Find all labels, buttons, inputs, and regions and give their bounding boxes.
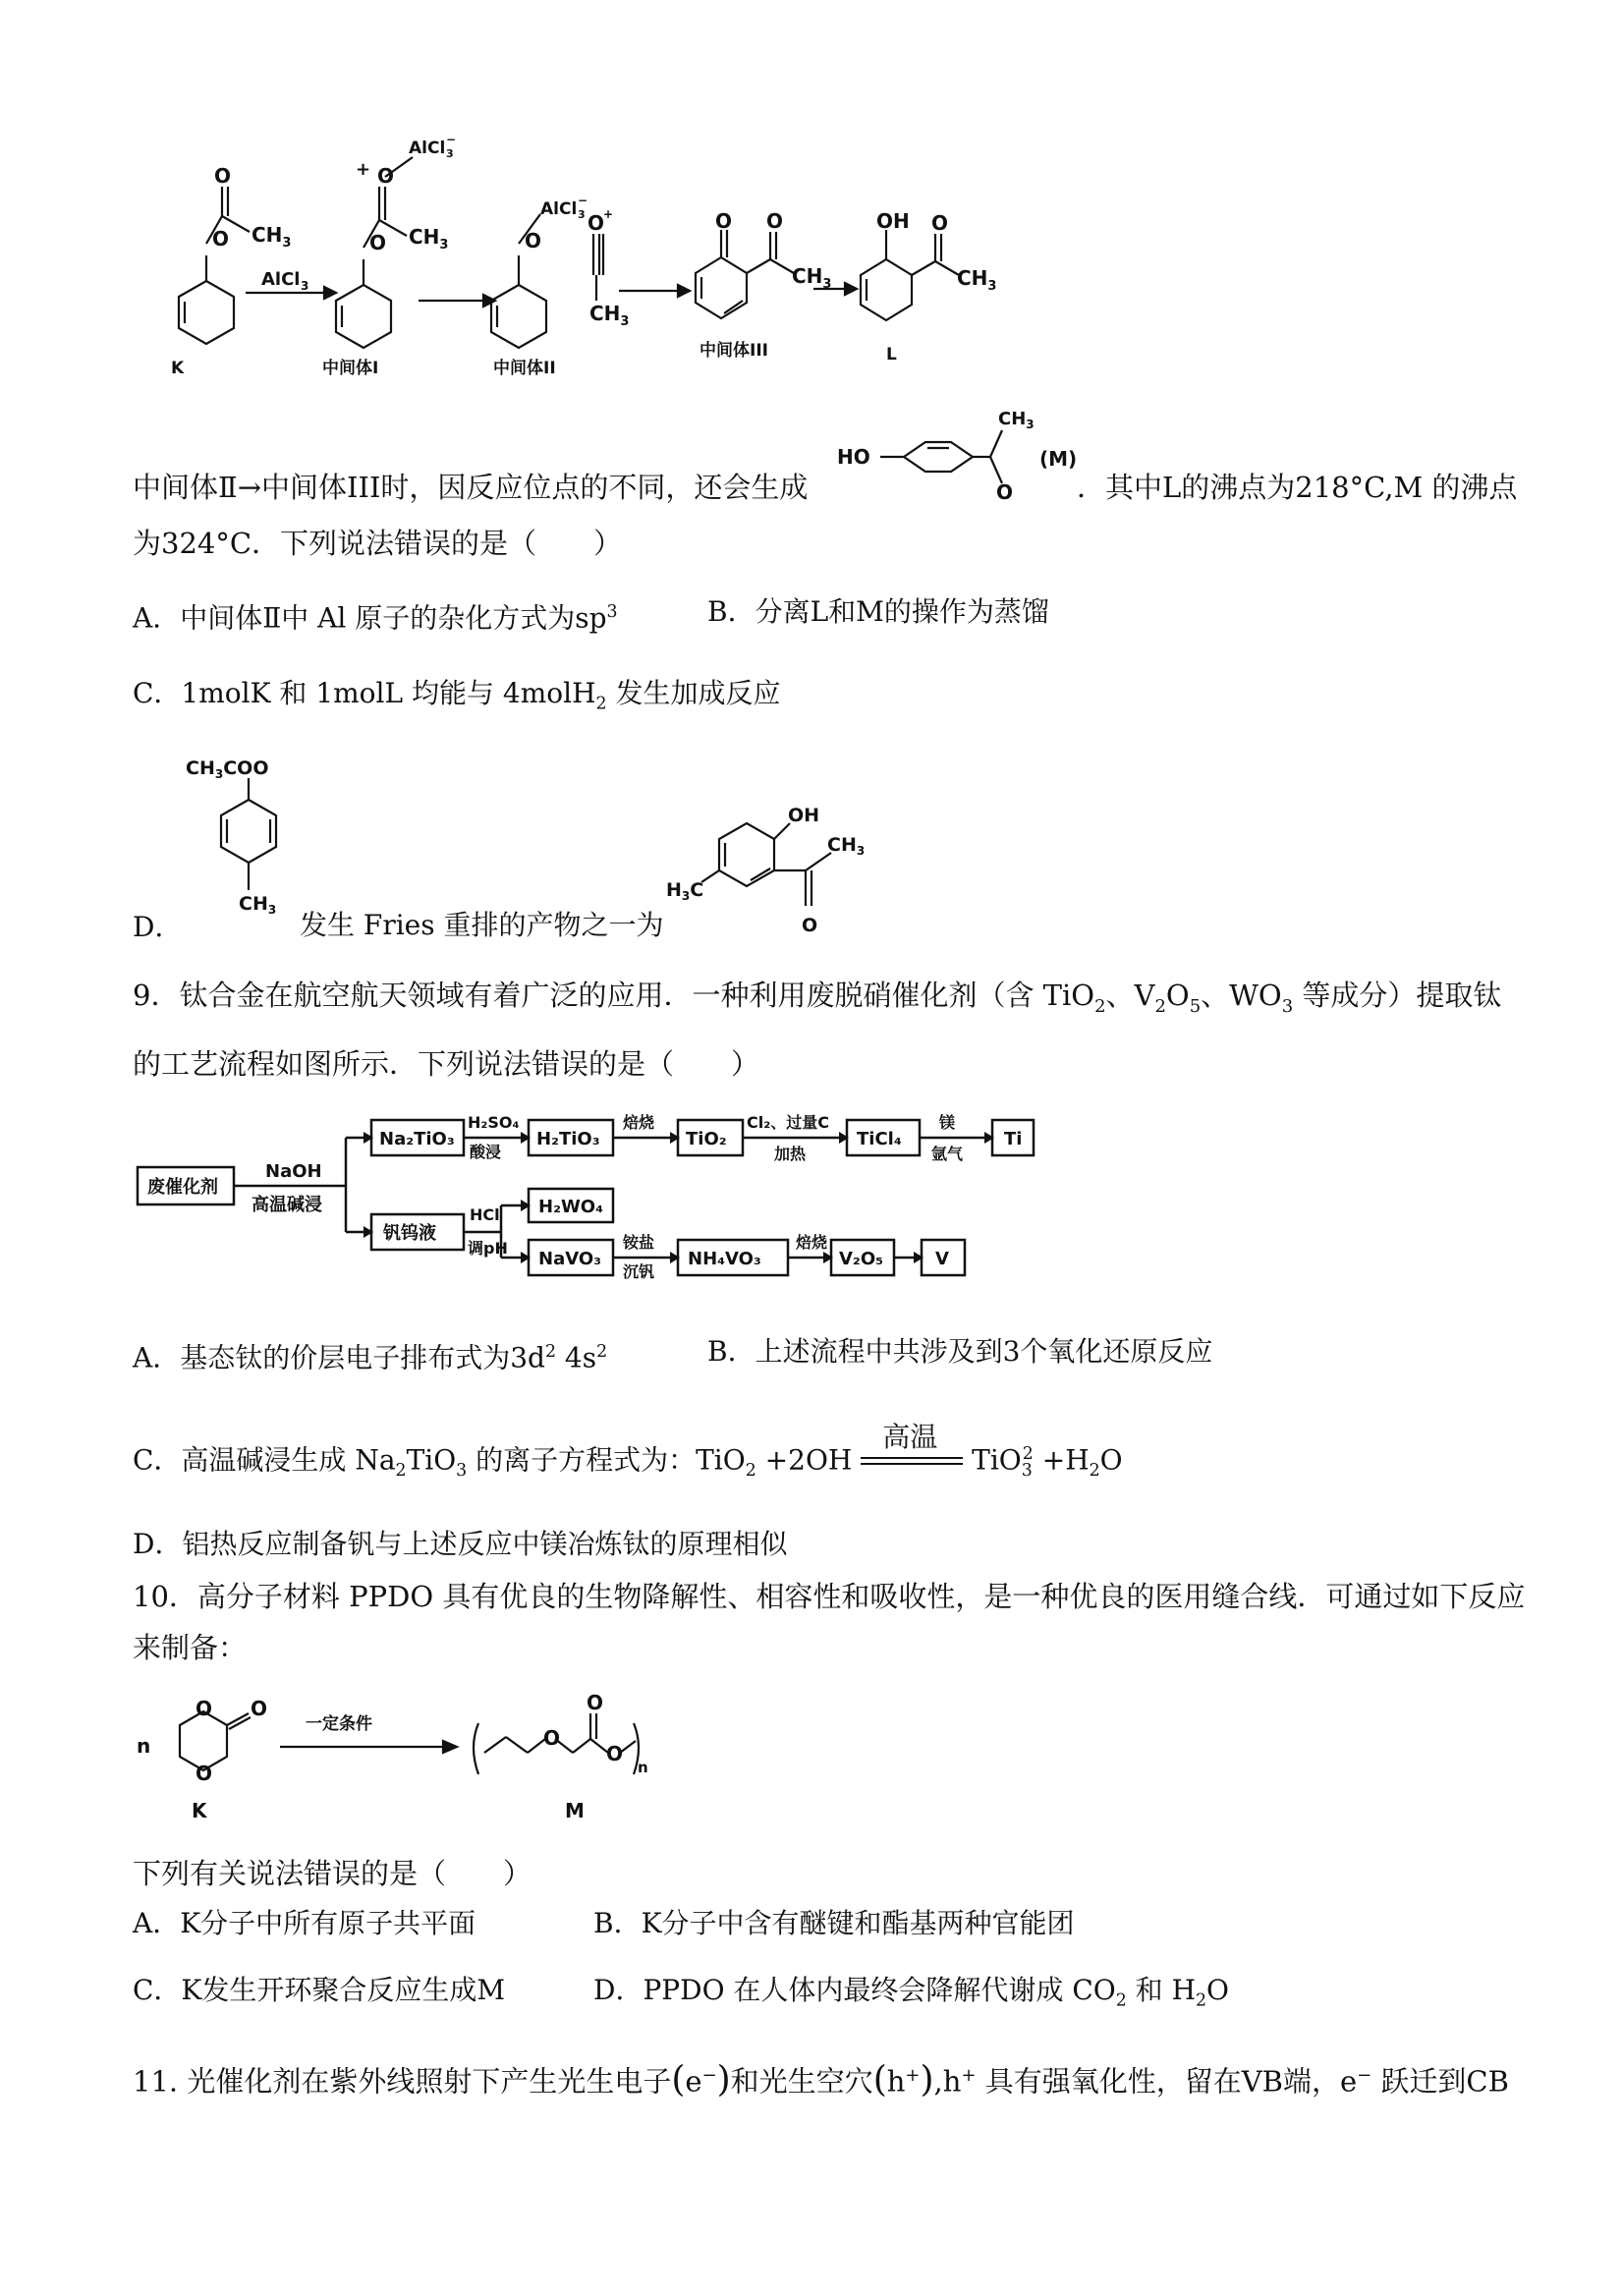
flow-na2tio3: Na₂TiO₃ [379,1129,455,1149]
benzene-ring-k [179,281,234,344]
svg-text:O: O [715,209,733,233]
svg-text:高温碱浸: 高温碱浸 [252,1195,322,1215]
svg-text:+: + [356,159,371,180]
svg-text:O: O [196,1762,213,1785]
q8-stem-line2: 为324°C．下列说法错误的是（ ） [133,527,623,560]
svg-text:O: O [766,209,784,233]
label-int3: 中间体III [700,341,768,361]
svg-text:酸浸: 酸浸 [470,1143,502,1161]
q8-option-b: B．分离L和M的操作为蒸馏 [707,595,1049,628]
titanium-process-flowchart [136,1110,1039,1297]
svg-text:OH: OH [876,209,910,233]
flow-v2o5: V₂O₅ [839,1249,883,1269]
svg-text:O: O [251,1697,268,1720]
benzene-ring-int1 [336,285,391,348]
q9-option-d: D．铝热反应制备钒与上述反应中镁冶炼钛的原理相似 [133,1528,788,1560]
option-d-product-structure [666,794,882,941]
svg-text:3: 3 [301,279,309,293]
svg-text:HCl: HCl [470,1205,500,1224]
svg-text:铵盐: 铵盐 [623,1233,655,1252]
label-int1: 中间体I [322,359,379,378]
svg-text:一定条件: 一定条件 [306,1714,372,1734]
benzene-ring-l [861,259,912,320]
svg-text:O: O [931,211,949,235]
label-int2: 中间体II [493,359,556,378]
svg-text:O: O [606,1742,624,1765]
svg-text:沉钒: 沉钒 [623,1262,655,1281]
svg-text:镁: 镁 [939,1113,956,1132]
q10-ask: 下列有关说法错误的是（ ） [133,1857,532,1890]
svg-text:CH3: $CH_3$ [589,302,630,329]
svg-text:NaOH: NaOH [265,1161,322,1182]
svg-text:(M): (M) [1039,447,1078,471]
flow-start: 废催化剂 [147,1177,218,1198]
svg-text:AlCl: AlCl [261,269,301,290]
svg-text:n: n [638,1759,648,1776]
svg-text:3: 3 [578,208,586,221]
label-l: L [886,345,897,364]
svg-text:O: O [196,1697,213,1720]
svg-text:O: O [214,164,232,188]
benzene-ring-int2 [491,285,546,348]
svg-text:H₂SO₄: H₂SO₄ [468,1113,520,1132]
svg-text:O: O [212,227,230,251]
flow-navo3: NaVO₃ [538,1249,602,1269]
option-d-reactant-structure [182,753,309,929]
q10-option-d: D．PPDO 在人体内最终会降解代谢成 $CO_2$ 和 $H_2O$ [593,1974,1230,2011]
high-temp-equals: 高温 [861,1447,963,1477]
svg-text:−: − [446,133,457,146]
svg-text:OH: OH [788,805,820,826]
flow-h2wo4: H₂WO₄ [538,1197,603,1217]
ring-int3 [696,257,747,318]
q11-stem: 11. 光催化剂在紫外线照射下产生光生电子(e−)和光生空穴(h+),h+ 具有强氧化性，留在VB端，e− 跃迁到CB [133,2059,1509,2100]
flow-nh4vo3: NH₄VO₃ [688,1249,761,1269]
q8-stem-line1: 中间体Ⅱ→中间体III时，因反应位点的不同，还会生成 [133,471,809,504]
svg-text:O: O [525,229,542,252]
ppdo-polymerization-scheme [133,1690,683,1837]
flow-h2tio3: H₂TiO₃ [536,1129,600,1149]
svg-text:焙烧: 焙烧 [796,1233,828,1252]
svg-text:O: O [996,480,1014,501]
q9-option-b: B．上述流程中共涉及到3个氧化还原反应 [707,1335,1213,1368]
svg-text:CH3: $CH_3$ [239,893,277,917]
svg-text:CH3: $CH_3$ [998,409,1035,431]
svg-text:AlCl: AlCl [540,199,578,219]
svg-text:O: O [587,1691,604,1714]
svg-text:加热: 加热 [774,1145,807,1163]
svg-text:+: + [603,207,614,221]
svg-text:CH3: $CH_3$ [827,834,866,858]
fries-mechanism-scheme [128,128,1041,393]
q8-option-d-text: 发生 Fries 重排的产物之一为 [300,909,664,941]
q8-option-d-label: D． [133,911,183,943]
q9-stem-line1: 9．钛合金在航空航天领域有着广泛的应用．一种利用废脱硝催化剂（含 TiO$_2$、$V_2O_5$、$WO_3$ 等成分）提取钛 [133,979,1502,1017]
svg-text:焙烧: 焙烧 [623,1113,655,1132]
svg-text:CH3: $CH_3$ [409,225,449,252]
q8-option-c: C．1molK 和 1molL 均能与 4molH$_2$ 发生加成反应 [133,677,781,714]
q10-option-b: B．K分子中含有醚键和酯基两种官能团 [593,1907,1075,1939]
label-k: K [192,1799,207,1822]
svg-text:O: O [377,164,395,188]
svg-text:O: O [588,211,605,235]
flow-ticl4: TiCl₄ [857,1129,902,1149]
svg-text:H3C: $H_3C$ [666,879,704,903]
flow-ti: Ti [1004,1129,1023,1149]
svg-text:AlCl: AlCl [409,139,446,158]
q10-option-c: C．K发生开环聚合反应生成M [133,1974,506,2006]
flow-vw-liquid: 钒钨液 [383,1223,436,1244]
q9-stem-line2: 的工艺流程如图所示．下列说法错误的是（ ） [133,1047,760,1081]
svg-text:CH3: $CH_3$ [957,266,997,294]
svg-text:Cl₂、过量C: Cl₂、过量C [747,1113,829,1132]
compound-m-structure [833,403,1098,501]
label-k: K [171,359,185,378]
svg-text:CH3COO: $CH_3COO$ [186,757,269,781]
q8-option-a: A．中间体Ⅱ中 Al 原子的杂化方式为$sp^3$ [133,601,618,635]
flow-v: V [935,1249,949,1269]
svg-text:CH3: $CH_3$ [252,223,292,251]
label-m: M [565,1799,585,1822]
svg-text:O: O [369,231,387,254]
svg-text:3: 3 [446,147,454,160]
svg-text:调pH: 调pH [468,1239,508,1258]
svg-text:氩气: 氩气 [931,1145,964,1163]
svg-text:CH3: $CH_3$ [792,264,832,292]
q10-stem-line1: 10．高分子材料 PPDO 具有优良的生物降解性、相容性和吸收性，是一种优良的医用缝合线．可通过如下反应 [133,1580,1526,1613]
q8-stem-line1-tail: ．其中L的沸点为218°C,M 的沸点 [1077,471,1518,504]
q10-option-a: A．K分子中所有原子共平面 [133,1907,476,1939]
q9-option-a: A．基态钛的价层电子排布式为$3d^2$ $4s^2$ [133,1341,608,1374]
svg-text:HO: HO [837,445,870,469]
svg-text:O: O [543,1726,561,1750]
q10-stem-line2: 来制备： [133,1631,248,1664]
svg-text:−: − [578,194,588,207]
svg-text:O: O [802,915,818,936]
svg-text:n: n [137,1734,151,1758]
q9-option-c: C．高温碱浸生成 $Na_2TiO_3$ 的离子方程式为：TiO$_2$ +2OH 高温 $TiO_3^2 +H_2O$ [133,1420,1123,1481]
flow-tio2: TiO₂ [686,1129,727,1149]
